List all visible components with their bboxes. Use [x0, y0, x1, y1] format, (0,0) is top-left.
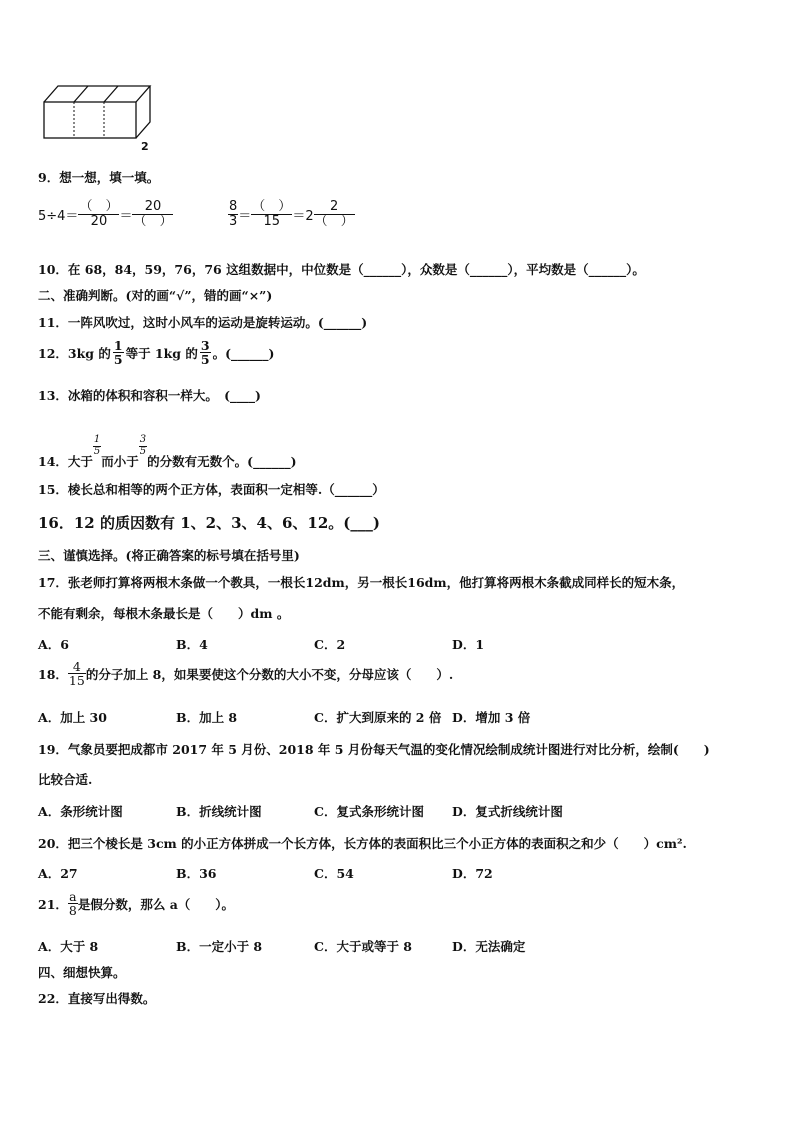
fraction-denominator: 5: [113, 352, 123, 368]
q21-option-b[interactable]: B．一定小于 8: [176, 939, 263, 954]
fraction-numerator: 3: [139, 434, 147, 445]
section-2-title: 二、准确判断。(对的画“√”，错的画“×”): [38, 288, 273, 303]
q12-fraction-2: [200, 339, 211, 366]
q17-option-c[interactable]: C．2: [314, 637, 346, 652]
fraction-denominator: 15: [251, 214, 292, 229]
q20-option-b[interactable]: B．36: [176, 866, 217, 881]
question-19-line-1: 19．气象员要把成都市 2017 年 5 月份、2018 年 5 月份每天气温的变化情况绘制成统计图进行对比分析，绘制( ): [38, 742, 710, 757]
q17-option-b[interactable]: B．4: [176, 637, 208, 652]
fraction-denominator[interactable]: （ ）: [314, 213, 354, 229]
q21-option-d[interactable]: D．无法确定: [452, 939, 526, 954]
fraction-numerator[interactable]: （ ）: [252, 199, 292, 214]
question-15: 15．棱长总和相等的两个正方体，表面积一定相等.（______）: [38, 482, 385, 497]
q12-text-c: 。(______): [212, 345, 275, 361]
q21-text-a: 21．: [38, 896, 68, 912]
question-21: [38, 890, 234, 917]
q21-fraction: [68, 890, 78, 917]
eq2-fraction-1: [228, 200, 238, 228]
fraction-numerator: 8: [229, 199, 238, 214]
fraction-numerator: 4: [72, 659, 81, 674]
dimension-label: 2: [141, 140, 149, 153]
question-10: 10．在 68，84，59，76，76 这组数据中，中位数是（______），众数是（______），平均数是（______）。: [38, 262, 645, 277]
eq1-fraction-1: [78, 200, 119, 228]
q17-option-d[interactable]: D．1: [452, 637, 485, 652]
question-9-equation-1: [38, 200, 173, 228]
q18-fraction: [68, 660, 86, 687]
question-18: [38, 660, 453, 687]
question-9-label: 9．想一想，填一填。: [38, 170, 160, 185]
fraction-numerator: 20: [144, 199, 162, 214]
eq1-equals: ＝: [119, 208, 133, 224]
question-13: 13．冰箱的体积和容积一样大。 (____): [38, 388, 261, 403]
q14-text-a: 14．大于: [38, 454, 93, 469]
q12-text-a: 12．3kg 的: [38, 345, 111, 361]
fraction-denominator: 5: [139, 445, 147, 457]
q17-option-a[interactable]: A．6: [38, 637, 69, 652]
q19-option-a[interactable]: A．条形统计图: [38, 804, 123, 819]
q19-option-b[interactable]: B．折线统计图: [176, 804, 262, 819]
q19-option-d[interactable]: D．复式折线统计图: [452, 804, 563, 819]
fraction-numerator: 2: [329, 199, 339, 214]
fraction-numerator: a: [69, 889, 77, 904]
q20-option-c[interactable]: C．54: [314, 866, 354, 881]
fraction-denominator: 5: [200, 352, 210, 368]
q14-text-b: 而小于: [101, 454, 139, 469]
eq1-left: 5÷4＝: [38, 208, 79, 224]
fraction-denominator: 8: [68, 903, 77, 919]
q14-fraction-2: [139, 435, 147, 457]
question-9-equation-2: [228, 200, 355, 228]
question-22: 22．直接写出得数。: [38, 991, 156, 1006]
question-17-line-2: 不能有剩余，每根木条最长是（ ）dm 。: [38, 606, 290, 621]
q18-text-a: 18．: [38, 666, 68, 682]
q21-option-c[interactable]: C．大于或等于 8: [314, 939, 412, 954]
eq2-equals-2: ＝2: [292, 208, 314, 224]
q20-option-d[interactable]: D．72: [452, 866, 493, 881]
question-11: 11．一阵风吹过，这时小风车的运动是旋转运动。(______): [38, 315, 368, 330]
q19-option-c[interactable]: C．复式条形统计图: [314, 804, 424, 819]
fraction-numerator: 3: [200, 338, 210, 353]
fraction-numerator: 1: [113, 338, 123, 353]
section-4-title: 四、细想快算。: [38, 965, 126, 980]
q20-option-a[interactable]: A．27: [38, 866, 78, 881]
q18-text-b: 的分子加上 8，如果要使这个分数的大小不变，分母应该（ ）.: [85, 666, 454, 682]
question-14: [38, 422, 297, 470]
fraction-denominator: 3: [229, 213, 238, 229]
q12-text-b: 等于 1kg 的: [125, 345, 198, 361]
fraction-denominator: 15: [68, 673, 85, 689]
question-20: 20．把三个棱长是 3cm 的小正方体拼成一个长方体，长方体的表面积比三个小正方体的表面积之和少（ ）cm².: [38, 836, 687, 851]
q21-text-b: 是假分数，那么 a（ ）。: [77, 896, 235, 912]
q18-option-a[interactable]: A．加上 30: [38, 710, 107, 725]
q12-fraction-1: [113, 339, 124, 366]
question-17-line-1: 17．张老师打算将两根木条做一个教具，一根长12dm，另一根长16dm，他打算将两根木条截成同样长的短木条，: [38, 575, 685, 590]
q18-option-c[interactable]: C．扩大到原来的 2 倍: [314, 710, 442, 725]
question-12: [38, 339, 274, 366]
question-19-line-2: 比较合适.: [38, 772, 93, 787]
q18-option-b[interactable]: B．加上 8: [176, 710, 238, 725]
q18-option-d[interactable]: D．增加 3 倍: [452, 710, 531, 725]
fraction-denominator: 20: [78, 214, 119, 229]
question-16: 16．12 的质因数有 1、2、3、4、6、12。(___): [38, 514, 380, 532]
section-3-title: 三、谨慎选择。(将正确答案的标号填在括号里): [38, 548, 300, 563]
q14-text-c: 的分数有无数个。(______): [147, 454, 297, 469]
eq2-fraction-3: [314, 200, 355, 228]
eq2-fraction-2: [251, 200, 292, 228]
q14-fraction-1: [93, 435, 101, 457]
cuboid-figure: [38, 78, 158, 153]
fraction-numerator[interactable]: （ ）: [79, 199, 119, 214]
fraction-denominator: 5: [93, 445, 101, 457]
q21-option-a[interactable]: A．大于 8: [38, 939, 99, 954]
fraction-denominator[interactable]: （ ）: [133, 213, 173, 229]
eq1-fraction-2: [132, 200, 173, 228]
fraction-numerator: 1: [93, 434, 101, 445]
eq2-equals-1: ＝: [238, 208, 252, 224]
